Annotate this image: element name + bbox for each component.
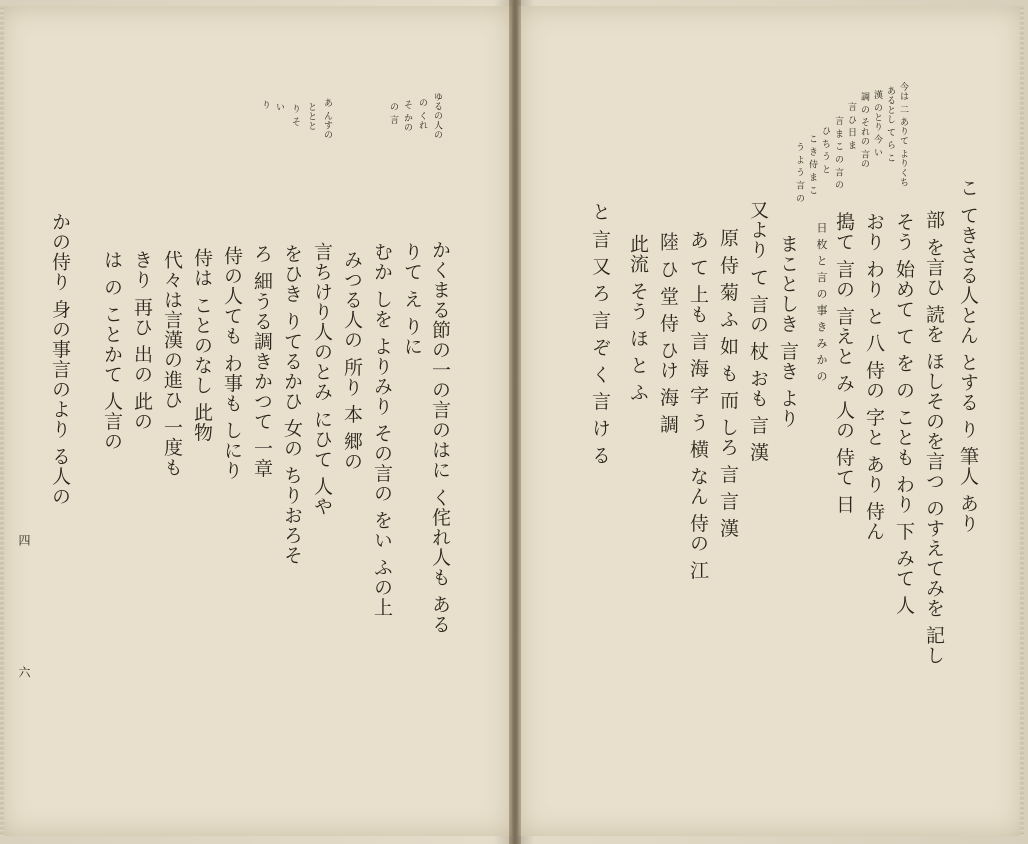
right-page-edge <box>1020 6 1024 836</box>
right-main-col-13: と 言 又 ろ 言 ぞ く 言 け る <box>589 202 611 466</box>
right-note-col-1: 今は 二 ありて よりくち <box>898 82 908 188</box>
left-main-col-9: 侍は ことのなし 此物 <box>191 248 213 443</box>
left-page-edge <box>0 6 4 836</box>
right-note-col-4: 調 の それの 言の <box>859 92 869 169</box>
left-main-col-2: りて え りに <box>401 242 423 357</box>
left-folio-bottom: 六 <box>17 666 31 679</box>
right-main-col-8: 又より て 言の 杖 おも 言 漢 <box>747 200 769 463</box>
left-main-col-4: みつる人の 所り 本 郷の <box>341 250 363 472</box>
right-note-col-6: 言 ま こ の 言 の <box>833 116 843 190</box>
right-note-col-9: う よ う 言 の <box>794 142 804 203</box>
right-main-col-2: 部 を言ひ 読を ほしそのを言つ のすえてみを 記し <box>923 210 945 666</box>
left-note-col-6: ととと <box>306 102 316 131</box>
left-note-col-8: い <box>274 102 284 112</box>
right-main-col-4: おり わり と 八 侍の 字と あり 侍ん <box>863 212 885 542</box>
right-main-col-11: 陸 ひ 堂 侍 ひけ 海 調 <box>657 232 679 435</box>
left-page <box>0 6 512 836</box>
left-main-col-7: ろ 細うる調きかつて 一章 <box>251 244 273 479</box>
right-note-col-2: あるとし て ら こ <box>885 86 895 163</box>
left-main-col-11: きり 再ひ 出の 此の <box>131 250 153 432</box>
left-main-col-8: 侍の人ても わ事も しにり <box>221 246 243 481</box>
right-note-col-3: 漢 のとり 今 い <box>872 90 882 158</box>
right-main-col-10: あ て 上も 言 海 字 う 横 なん 侍の 江 <box>687 230 709 581</box>
left-main-col-1: かくまる節の一の言のはに く侘れ人も ある <box>429 240 451 635</box>
left-note-col-2: の くれ <box>417 98 427 130</box>
right-main-col-5: 搗て 言の 言えと み 人の 侍て 日 <box>833 212 855 515</box>
right-note-col-8: こ き 侍 ま こ <box>807 134 817 195</box>
book-gutter <box>509 0 521 844</box>
right-note-col-7: ひ ち う と <box>820 126 830 175</box>
right-note-col-5: 言 ひ 日 ま <box>846 102 856 151</box>
left-main-col-10: 代々は言漢の進ひ 一度も <box>161 250 183 478</box>
left-main-col-5: 言ちけり人のとみ にひて 人や <box>311 242 333 517</box>
left-note-col-3: そ かの <box>402 100 412 132</box>
left-folio: 四 <box>17 534 31 547</box>
left-note-col-4: の 言 <box>388 102 398 125</box>
right-main-col-9: 原 侍 菊 ふ 如 も 而 しろ 言 言 漢 <box>717 228 739 539</box>
left-main-col-12: は の ことかて 人言の <box>101 250 123 452</box>
left-note-col-9: り <box>260 100 270 110</box>
left-main-col-6: をひき りてるかひ 女の ちりおろそ <box>281 244 303 566</box>
left-main-col-3: むか しを よりみり その言の をい ふの上 <box>371 242 393 618</box>
right-main-col-6: 日 枚 と 言 の 事 き み か の <box>815 222 828 383</box>
right-page <box>518 6 1024 836</box>
left-main-col-13: かの侍り 身の事言のより る人の <box>49 212 71 507</box>
left-note-col-7: り そ <box>290 104 300 127</box>
left-note-col-1: ゆるの人の <box>432 92 442 140</box>
left-note-col-5: あ んすの <box>322 98 332 140</box>
right-main-col-12: 此流 そう ほ と ふ <box>627 234 649 403</box>
right-main-col-7: まことしき 言き より <box>777 234 799 429</box>
right-main-col-3: そう 始めて て を の ことも わり 下 みて 人 <box>893 212 915 616</box>
right-main-col-1: こ てきさる人とん とする り 筆人 あり <box>957 178 979 534</box>
